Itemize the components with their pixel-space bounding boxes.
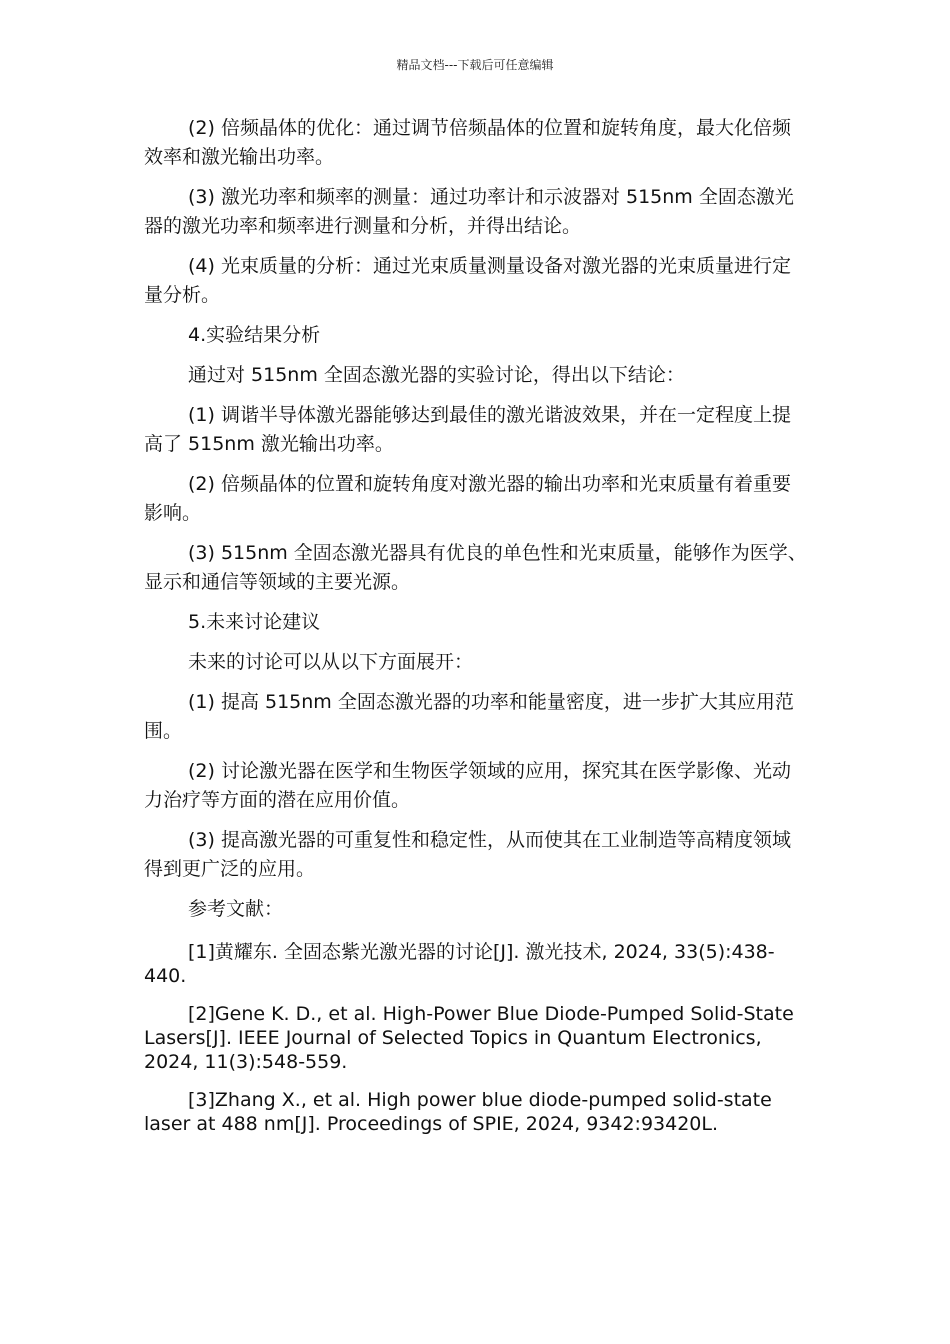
section-heading-results: 4.实验结果分析 bbox=[188, 324, 321, 346]
reference-item-2: [2]Gene K. D., et al. High-Power Blue Diode-Pumped Solid-State Lasers[J]. IEEE Journal of Selected Topics in Quantum Electronics, 2024, 11(3):548-559. bbox=[144, 1003, 794, 1073]
references-heading: 参考文献： bbox=[188, 898, 284, 920]
document-body bbox=[144, 114, 808, 1150]
paragraph-beam-quality-analysis: (4) 光束质量的分析：通过光束质量测量设备对激光器的光束质量进行定量分析。 bbox=[144, 255, 791, 306]
paragraph-power-frequency-measurement: (3) 激光功率和频率的测量：通过功率计和示波器对 515nm 全固态激光器的激光功率和频率进行测量和分析，并得出结论。 bbox=[144, 186, 794, 237]
page-header-watermark: 精品文档---下载后可任意编辑 bbox=[396, 58, 554, 72]
paragraph-conclusion-3: (3) 515nm 全固态激光器具有优良的单色性和光束质量，能够作为医学、显示和通信等领域的主要光源。 bbox=[144, 542, 807, 593]
section-heading-future: 5.未来讨论建议 bbox=[188, 611, 321, 633]
reference-item-3: [3]Zhang X., et al. High power blue diode-pumped solid-state laser at 488 nm[J]. Proceedings of SPIE, 2024, 9342:93420L. bbox=[144, 1089, 772, 1135]
paragraph-conclusion-2: (2) 倍频晶体的位置和旋转角度对激光器的输出功率和光束质量有着重要影响。 bbox=[144, 473, 791, 524]
paragraph-conclusion-1: (1) 调谐半导体激光器能够达到最佳的激光谐波效果，并在一定程度上提高了 515nm 激光输出功率。 bbox=[144, 404, 791, 455]
paragraph-future-intro: 未来的讨论可以从以下方面展开： bbox=[188, 651, 474, 673]
paragraph-future-2: (2) 讨论激光器在医学和生物医学领域的应用，探究其在医学影像、光动力治疗等方面的潜在应用价值。 bbox=[144, 760, 791, 811]
paragraph-future-1: (1) 提高 515nm 全固态激光器的功率和能量密度，进一步扩大其应用范围。 bbox=[144, 691, 794, 742]
paragraph-future-3: (3) 提高激光器的可重复性和稳定性，从而使其在工业制造等高精度领域得到更广泛的应用。 bbox=[144, 829, 791, 880]
paragraph-results-intro: 通过对 515nm 全固态激光器的实验讨论，得出以下结论： bbox=[188, 364, 685, 386]
reference-item-1: [1]黄耀东. 全固态紫光激光器的讨论[J]. 激光技术, 2024, 33(5):438-440. bbox=[144, 941, 775, 987]
paragraph-doubling-crystal-optimization: (2) 倍频晶体的优化：通过调节倍频晶体的位置和旋转角度，最大化倍频效率和激光输出功率。 bbox=[144, 117, 791, 168]
